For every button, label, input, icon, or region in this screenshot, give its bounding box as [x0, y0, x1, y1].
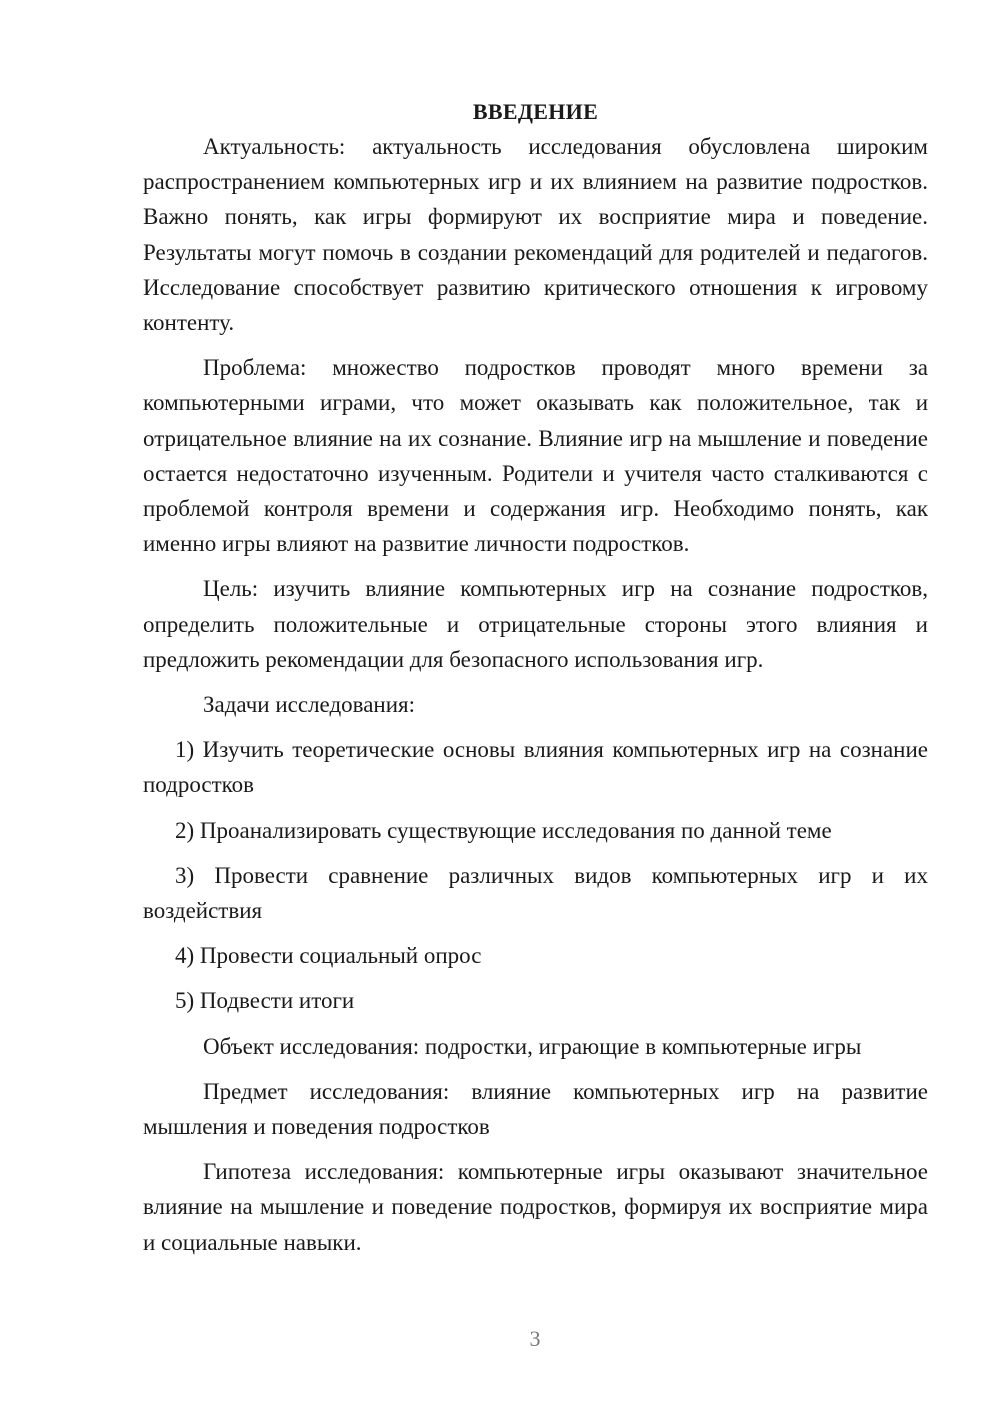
list-item: 5) Подвести итоги	[175, 988, 355, 1014]
list-item: 4) Провести социальный опрос	[175, 943, 482, 969]
page-title: ВВЕДЕНИЕ	[472, 99, 599, 124]
list-item: 1) Изучить теоретические основы влияния компьютерных игр на сознание подростков	[143, 737, 928, 798]
list-item: 3) Провести сравнение различных видов компьютерных игр и их воздействия	[143, 862, 928, 924]
tasks-heading: Задачи исследования:	[203, 692, 416, 718]
paragraph-object: Объект исследования: подростки, играющие в компьютерные игры	[203, 1033, 862, 1059]
paragraph-subject: Предмет исследования: влияние компьютерных игр на развитие мышления и поведения подростков	[143, 1078, 928, 1140]
paragraph-hypothesis: Гипотеза исследования: компьютерные игры оказывают значительное влияние на мышление и поведение подростков, формируя их восприятие мира и социальные навыки.	[143, 1159, 928, 1255]
document-page	[143, 94, 928, 1270]
tasks-list	[143, 732, 928, 1018]
paragraph-goal: Цель: изучить влияние компьютерных игр на сознание подростков, определить положительные и отрицательные стороны этого влияния и предложить рекомендации для безопасного использования игр.	[143, 576, 928, 672]
list-item: 2) Проанализировать существующие исследования по данной теме	[175, 817, 832, 843]
page-number: 3	[529, 1326, 541, 1351]
paragraph-problem: Проблема: множество подростков проводят много времени за компьютерными играми, что может оказывать как положительное, так и отрицательное влияние на их сознание. Влияние игр на мышление и поведение остается недостаточно изученным. Родители и учителя часто сталкиваются с проблемой контроля времени и содержания игр. Необходимо понять, как именно игры влияют на развитие личности подростков.	[143, 355, 928, 557]
paragraph-relevance: Актуальность: актуальность исследования обусловлена широким распространением компьютерных игр и их влиянием на развитие подростков. Важно понять, как игры формируют их восприятие мира и поведение. Результаты могут помочь в создании рекомендаций для родителей и педагогов. Исследование способствует развитию критического отношения к игровому контенту.	[143, 134, 928, 336]
